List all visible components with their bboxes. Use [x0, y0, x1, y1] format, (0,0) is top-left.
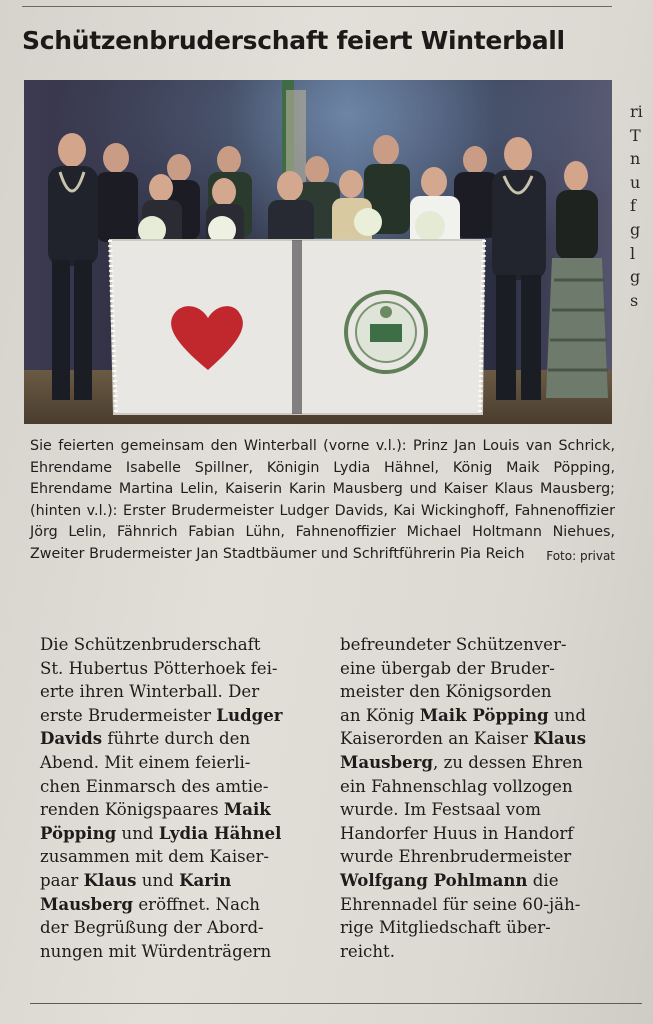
- bold-name: Wolfgang Pohlmann: [340, 869, 528, 890]
- adjacent-column-fragment: [630, 100, 653, 312]
- fragment-letter: l: [630, 243, 636, 263]
- fragment-letter: g: [630, 219, 641, 239]
- article-line: befreundeter Schützenver-: [340, 635, 567, 654]
- article-line: reicht.: [340, 941, 395, 961]
- fragment-letter: ri: [630, 102, 643, 121]
- article-column-2: [340, 633, 630, 963]
- fragment-letter: s: [630, 290, 639, 310]
- photo-credit: Foto: privat: [546, 548, 615, 563]
- bottom-rule: [30, 1003, 642, 1004]
- bold-name: Lydia Hähnel: [158, 822, 282, 843]
- article-line: rige Mitgliedschaft über-: [340, 918, 551, 938]
- article-line: Wolfgang Pohlmann die: [340, 869, 559, 890]
- article-line: Abend. Mit einem feierli-: [40, 752, 251, 772]
- top-rule: [22, 6, 612, 7]
- article-line: Mausberg eröffnet. Nach: [40, 893, 260, 914]
- article-column-1: [40, 633, 330, 963]
- article-line: eine übergab der Bruder-: [340, 658, 555, 678]
- article-line: zusammen mit dem Kaiser-: [40, 847, 269, 867]
- article-line: paar Klaus und Karin: [40, 869, 232, 890]
- bold-name: Karin: [179, 869, 232, 890]
- photo-caption: [30, 436, 615, 568]
- article-line: an König Maik Pöpping und: [340, 704, 586, 725]
- article-line: meister den Königsorden: [340, 682, 552, 702]
- bold-name: Pöpping: [40, 822, 117, 843]
- bold-name: Davids: [40, 728, 103, 749]
- article-line: Davids führte durch den: [40, 728, 251, 749]
- bold-name: Maik: [223, 799, 271, 820]
- group-photo: [24, 80, 612, 424]
- article-line: Die Schützenbruderschaft: [40, 635, 261, 654]
- bold-name: Mausberg: [340, 751, 434, 772]
- article-line: erste Brudermeister Ludger: [40, 704, 283, 725]
- fragment-letter: u: [630, 172, 641, 192]
- article-line: ein Fahnenschlag vollzogen: [340, 776, 573, 796]
- fragment-letter: g: [630, 267, 641, 287]
- bold-name: Maik Pöpping: [419, 704, 549, 725]
- article-line: der Begrüßung der Abord-: [40, 918, 264, 938]
- group-photo-illustration: [24, 80, 612, 424]
- article-line: nungen mit Würdenträgern: [40, 941, 272, 961]
- article-line: erte ihren Winterball. Der: [40, 682, 260, 702]
- article-line: Kaiserorden an Kaiser Klaus: [340, 728, 587, 749]
- bold-name: Ludger: [216, 704, 283, 725]
- fragment-letter: n: [630, 149, 641, 169]
- bold-name: Mausberg: [40, 893, 134, 914]
- headline: Schützenbruderschaft feiert Winterball: [22, 26, 565, 55]
- caption-text: Sie feierten gemeinsam den Winterball (vorne v.l.): Prinz Jan Louis van Schrick, Ehrendame Isabelle Spillner, Königin Lydia Hähnel, König Maik Pöpping, Ehrendame Martina Lelin, Kaiserin Karin Mausberg und Kaiser Klaus Mausberg; (hinten v.l.): Erster Brudermeister Ludger Davids, Kai Wickinghoff, Fahnenoffizier Jörg Lelin, Fähnrich Fabian Lühn, Fahnenoffizier Michael Holtmann Niehues, Zweiter Brudermeister Jan Stadtbäumer und Schriftführerin Pia Reich: [30, 438, 615, 562]
- article-line: Handorfer Huus in Handorf: [340, 823, 574, 843]
- article-line: wurde. Im Festsaal vom: [340, 800, 541, 820]
- fragment-letter: T: [630, 125, 641, 145]
- article-line: renden Königspaares Maik: [40, 799, 271, 820]
- fragment-letter: f: [630, 196, 636, 216]
- article-line: Mausberg, zu dessen Ehren: [340, 751, 583, 772]
- bold-name: Klaus: [83, 869, 137, 890]
- article-line: St. Hubertus Pötterhoek fei-: [40, 658, 278, 678]
- article-line: Pöpping und Lydia Hähnel: [40, 822, 282, 843]
- article-line: chen Einmarsch des amtie-: [40, 776, 269, 796]
- article-line: Ehrennadel für seine 60-jäh-: [340, 894, 581, 914]
- article-line: wurde Ehrenbrudermeister: [340, 847, 572, 867]
- bold-name: Klaus: [533, 728, 587, 749]
